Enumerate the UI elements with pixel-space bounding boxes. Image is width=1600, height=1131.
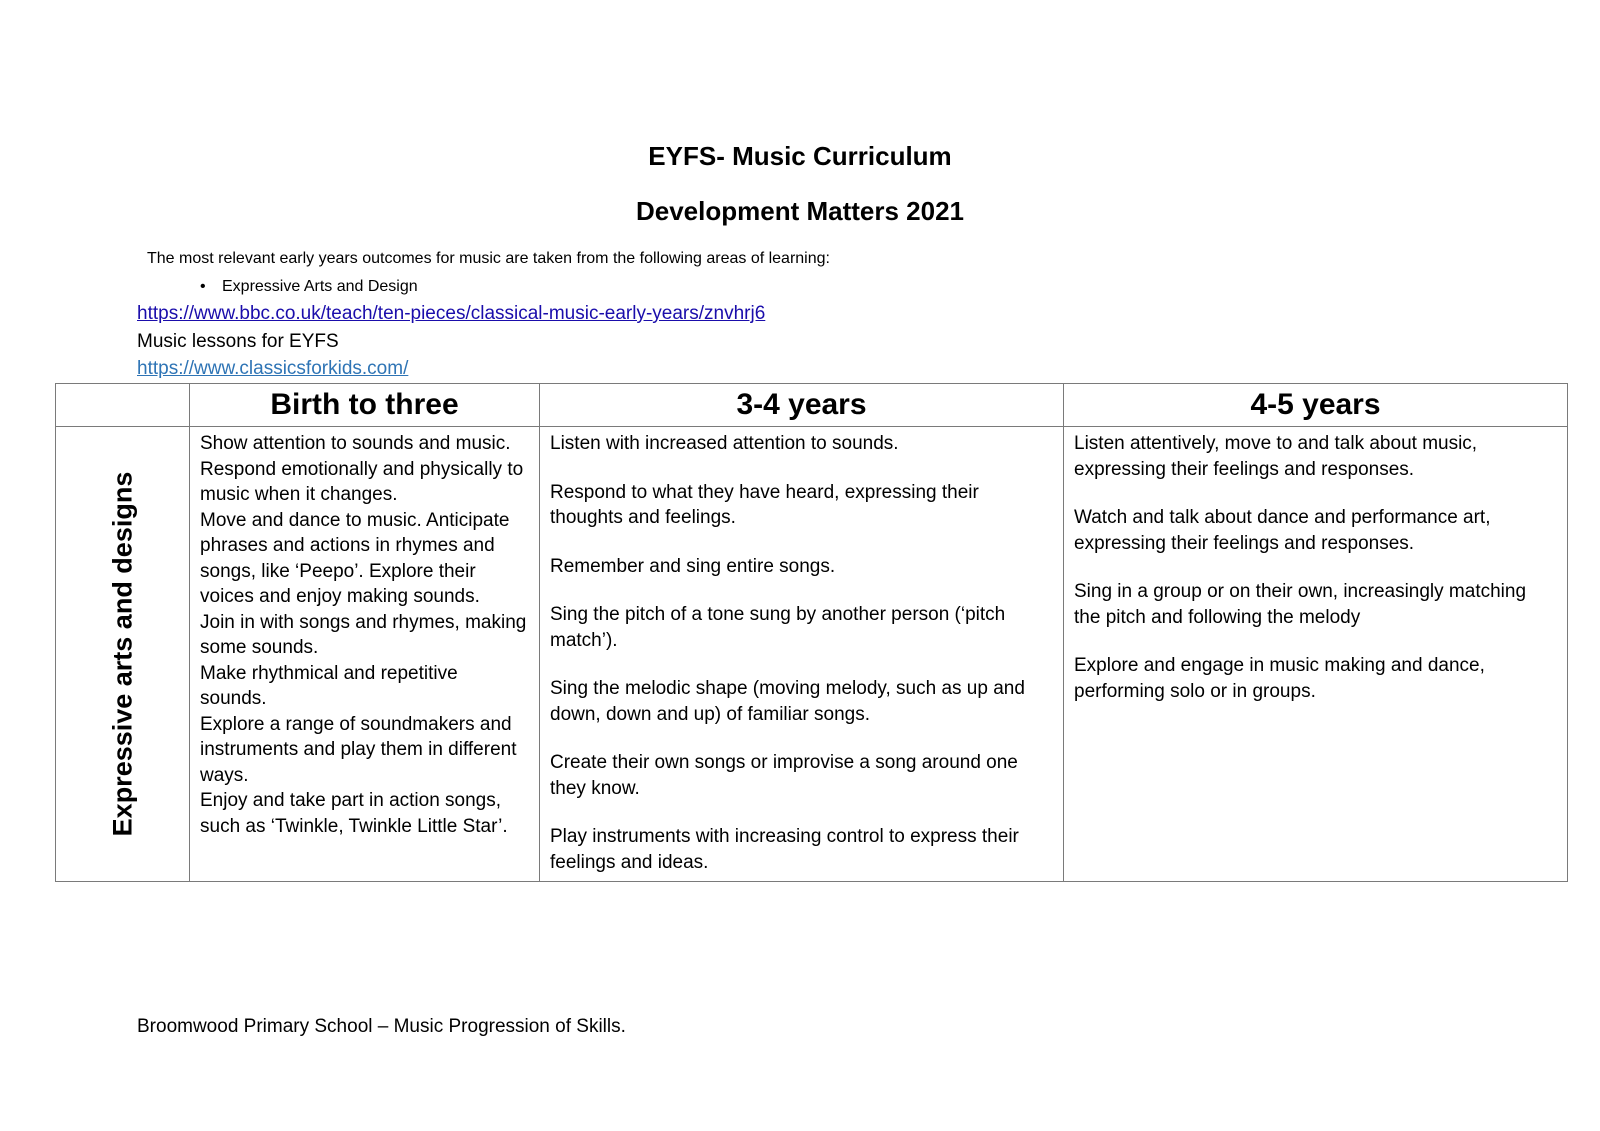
bullet-item [200, 277, 418, 297]
header-birth-to-three: Birth to three [190, 384, 540, 427]
list-item: Respond to what they have heard, expressing their thoughts and feelings. [550, 481, 979, 528]
list-item: Sing the melodic shape (moving melody, such as up and down, down and up) of familiar songs. [550, 678, 1025, 725]
curriculum-table [55, 383, 1568, 882]
birth-to-three-cell [190, 427, 540, 882]
list-item: Create their own songs or improvise a song around one they know. [550, 752, 1018, 799]
list-item: Make rhythmical and repetitive sounds. [200, 662, 458, 709]
list-item: Explore a range of soundmakers and instruments and play them in different ways. [200, 713, 517, 786]
table-header-row [56, 384, 1568, 427]
list-item: Remember and sing entire songs. [550, 555, 836, 577]
list-item: Move and dance to music. Anticipate phrases and actions in rhymes and songs, like ‘Peepo’. Explore their voices and enjoy making sounds. [200, 509, 510, 607]
list-item: Sing in a group or on their own, increasingly matching the pitch and following the melody [1074, 581, 1527, 628]
header-3-4-years: 3-4 years [540, 384, 1064, 427]
row-label: Expressive arts and designs [107, 471, 137, 837]
list-item: Join in with songs and rhymes, making some sounds. [200, 611, 527, 658]
intro-text: The most relevant early years outcomes for music are taken from the following areas of learning: [147, 250, 830, 267]
list-item: Explore and engage in music making and dance, performing solo or in groups. [1074, 655, 1485, 702]
row-label-cell [56, 427, 190, 882]
list-item: Listen attentively, move to and talk about music, expressing their feelings and responses. [1074, 433, 1478, 480]
bbc-link[interactable]: https://www.bbc.co.uk/teach/ten-pieces/classical-music-early-years/znvhrj6 [137, 303, 766, 324]
classicsforkids-link-line [137, 357, 408, 381]
bullet-text: Expressive Arts and Design [222, 278, 418, 295]
list-item: Respond emotionally and physically to music when it changes. [200, 458, 524, 505]
list-item: Play instruments with increasing control to express their feelings and ideas. [550, 826, 1019, 873]
lessons-label: Music lessons for EYFS [137, 331, 339, 352]
bbc-link-line [137, 302, 765, 326]
list-item: Watch and talk about dance and performance art, expressing their feelings and responses. [1074, 507, 1491, 554]
bullet-icon: • [200, 278, 206, 295]
classicsforkids-link[interactable]: https://www.classicsforkids.com/ [137, 358, 409, 379]
header-4-5-years: 4-5 years [1064, 384, 1568, 427]
list-item: Enjoy and take part in action songs, such as ‘Twinkle, Twinkle Little Star’. [200, 790, 508, 837]
list-item: Sing the pitch of a tone sung by another person (‘pitch match’). [550, 604, 1006, 651]
footer-text: Broomwood Primary School – Music Progression of Skills. [137, 1016, 626, 1037]
table-row [56, 427, 1568, 882]
page-subtitle: Development Matters 2021 [635, 196, 965, 226]
four-five-cell [1064, 427, 1568, 882]
list-item: Listen with increased attention to sounds. [550, 433, 899, 454]
page-title: EYFS- Music Curriculum [648, 141, 952, 171]
header-empty [56, 384, 190, 427]
list-item: Show attention to sounds and music. [200, 433, 511, 454]
three-four-cell [540, 427, 1064, 882]
